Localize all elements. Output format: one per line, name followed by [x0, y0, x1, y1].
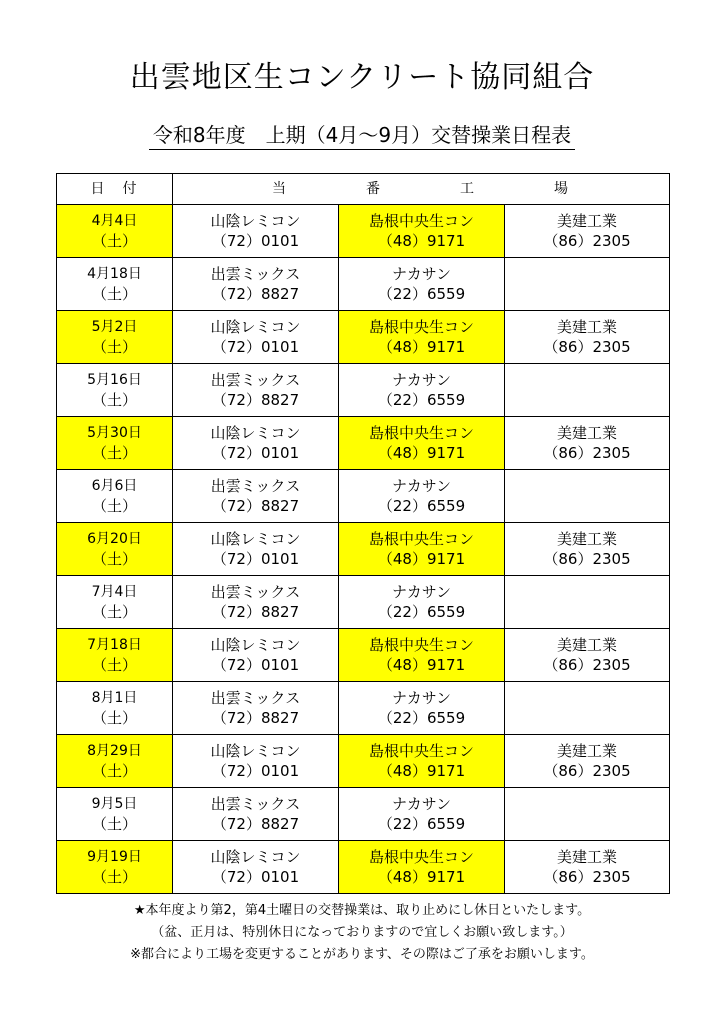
- plant-phone: （72）8827: [211, 391, 300, 409]
- plant-phone: （72）0101: [211, 868, 300, 886]
- header-date: 日 付: [57, 174, 173, 205]
- plant-phone: （86）2305: [543, 338, 631, 356]
- plant-phone: （72）8827: [211, 285, 300, 303]
- weekday-label: （土）: [91, 550, 137, 568]
- plant-cell-2: [339, 258, 505, 311]
- table-row: [57, 364, 670, 417]
- plant-cell-1: [173, 629, 339, 682]
- table-row: [57, 576, 670, 629]
- plant-cell-2: [339, 470, 505, 523]
- plant-cell-2: [339, 788, 505, 841]
- plant-name: ナカサン: [392, 265, 451, 283]
- schedule-body: [57, 174, 670, 894]
- plant-phone: （22）6559: [377, 285, 466, 303]
- plant-name: 山陰レミコン: [210, 318, 301, 336]
- plant-cell-1: [173, 523, 339, 576]
- date-label: 5月2日: [91, 319, 138, 335]
- plant-name: 島根中央生コン: [368, 848, 474, 866]
- document-subtitle: [132, 120, 592, 150]
- plant-name: ナカサン: [392, 371, 451, 389]
- date-cell: [57, 735, 173, 788]
- date-label: 9月19日: [87, 849, 142, 865]
- plant-phone: （72）8827: [211, 709, 300, 727]
- date-cell: [57, 682, 173, 735]
- date-label: 5月30日: [87, 425, 142, 441]
- plant-cell-2: [339, 205, 505, 258]
- plant-phone: （72）0101: [211, 444, 300, 462]
- date-cell: [57, 576, 173, 629]
- plant-cell-2: [339, 364, 505, 417]
- date-label: 7月4日: [91, 584, 138, 600]
- plant-cell-1: [173, 735, 339, 788]
- plant-name: 出雲ミックス: [210, 583, 301, 601]
- plant-phone: （72）0101: [211, 338, 300, 356]
- schedule-table: [56, 173, 670, 894]
- plant-name: 美建工業: [557, 318, 618, 336]
- plant-cell-3: [505, 576, 670, 629]
- plant-phone: （22）6559: [377, 497, 466, 515]
- date-label: 4月18日: [87, 266, 142, 282]
- plant-phone: （72）8827: [211, 603, 300, 621]
- plant-cell-3: [505, 205, 670, 258]
- date-cell: [57, 788, 173, 841]
- plant-name: 出雲ミックス: [210, 689, 301, 707]
- plant-cell-3: [505, 788, 670, 841]
- plant-cell-2: [339, 576, 505, 629]
- plant-phone: （86）2305: [543, 232, 631, 250]
- table-row: [57, 682, 670, 735]
- date-label: 6月20日: [87, 531, 142, 547]
- plant-name: 美建工業: [557, 848, 618, 866]
- plant-name: 島根中央生コン: [368, 636, 474, 654]
- date-cell: [57, 417, 173, 470]
- plant-name: 出雲ミックス: [210, 795, 301, 813]
- date-cell: [57, 364, 173, 417]
- header-duty-factory: [173, 174, 670, 205]
- table-row: [57, 629, 670, 682]
- plant-name: 山陰レミコン: [210, 848, 301, 866]
- plant-cell-2: [339, 841, 505, 894]
- plant-cell-3: [505, 364, 670, 417]
- plant-phone: （72）0101: [211, 762, 300, 780]
- weekday-label: （土）: [91, 338, 137, 356]
- plant-cell-3: [505, 470, 670, 523]
- plant-cell-1: [173, 258, 339, 311]
- plant-phone: （48）9171: [377, 232, 466, 250]
- plant-phone: （72）8827: [211, 815, 300, 833]
- plant-phone: （72）0101: [211, 656, 300, 674]
- plant-phone: （22）6559: [377, 815, 466, 833]
- plant-name: ナカサン: [392, 689, 451, 707]
- plant-phone: （48）9171: [377, 338, 466, 356]
- weekday-label: （土）: [91, 391, 137, 409]
- date-label: 6月6日: [91, 478, 138, 494]
- date-label: 7月18日: [87, 637, 142, 653]
- plant-phone: （22）6559: [377, 391, 466, 409]
- plant-phone: （86）2305: [543, 868, 631, 886]
- table-row: [57, 735, 670, 788]
- plant-phone: （86）2305: [543, 656, 631, 674]
- document-title: 出雲地区生コンクリート協同組合: [129, 60, 595, 95]
- plant-phone: （48）9171: [377, 550, 466, 568]
- date-cell: [57, 629, 173, 682]
- plant-cell-3: [505, 258, 670, 311]
- plant-phone: （22）6559: [377, 709, 466, 727]
- weekday-label: （土）: [91, 762, 137, 780]
- table-row: [57, 311, 670, 364]
- plant-cell-3: [505, 841, 670, 894]
- date-label: 8月29日: [87, 743, 142, 759]
- plant-cell-3: [505, 311, 670, 364]
- table-row: [57, 417, 670, 470]
- plant-name: 山陰レミコン: [210, 742, 301, 760]
- note-line: ※都合により工場を変更することがあります、その際はご了承をお願いします。: [130, 947, 594, 962]
- weekday-label: （土）: [91, 868, 137, 886]
- date-label: 5月16日: [87, 372, 142, 388]
- plant-name: 美建工業: [557, 742, 618, 760]
- table-row: [57, 841, 670, 894]
- header-duty-char: 当: [272, 181, 288, 197]
- plant-name: ナカサン: [392, 583, 451, 601]
- date-label: 9月5日: [91, 796, 138, 812]
- plant-name: 出雲ミックス: [210, 477, 301, 495]
- plant-name: 出雲ミックス: [210, 371, 301, 389]
- date-cell: [57, 311, 173, 364]
- weekday-label: （土）: [91, 815, 137, 833]
- plant-name: ナカサン: [392, 795, 451, 813]
- weekday-label: （土）: [91, 285, 137, 303]
- plant-cell-3: [505, 523, 670, 576]
- plant-cell-3: [505, 682, 670, 735]
- plant-cell-3: [505, 735, 670, 788]
- plant-cell-2: [339, 682, 505, 735]
- date-label: 8月1日: [91, 690, 138, 706]
- table-row: [57, 205, 670, 258]
- table-row: [57, 788, 670, 841]
- plant-cell-3: [505, 629, 670, 682]
- date-cell: [57, 205, 173, 258]
- weekday-label: （土）: [91, 497, 137, 515]
- plant-name: 島根中央生コン: [368, 742, 474, 760]
- plant-cell-1: [173, 682, 339, 735]
- plant-name: 島根中央生コン: [368, 318, 474, 336]
- plant-phone: （48）9171: [377, 444, 466, 462]
- plant-phone: （48）9171: [377, 656, 466, 674]
- plant-cell-1: [173, 841, 339, 894]
- plant-cell-1: [173, 417, 339, 470]
- plant-name: 美建工業: [557, 530, 618, 548]
- note-line: ★本年度より第2，第4土曜日の交替操業は、取り止めにし休日といたします。: [133, 903, 591, 918]
- date-cell: [57, 470, 173, 523]
- plant-name: 島根中央生コン: [368, 530, 474, 548]
- plant-cell-2: [339, 629, 505, 682]
- plant-cell-1: [173, 576, 339, 629]
- weekday-label: （土）: [91, 444, 137, 462]
- header-duty-char: 工: [460, 181, 476, 197]
- plant-phone: （86）2305: [543, 762, 631, 780]
- table-row: [57, 523, 670, 576]
- plant-cell-2: [339, 311, 505, 364]
- plant-phone: （86）2305: [543, 550, 631, 568]
- plant-cell-1: [173, 205, 339, 258]
- plant-cell-1: [173, 470, 339, 523]
- date-label: 4月4日: [91, 213, 138, 229]
- plant-cell-1: [173, 311, 339, 364]
- plant-name: 出雲ミックス: [210, 265, 301, 283]
- plant-name: 美建工業: [557, 212, 618, 230]
- weekday-label: （土）: [91, 709, 137, 727]
- subtitle-text: 令和8年度 上期（4月～9月）交替操業日程表: [149, 123, 575, 150]
- plant-cell-1: [173, 364, 339, 417]
- plant-cell-3: [505, 417, 670, 470]
- plant-name: 山陰レミコン: [210, 424, 301, 442]
- plant-phone: （48）9171: [377, 762, 466, 780]
- plant-phone: （72）0101: [211, 550, 300, 568]
- notes: [0, 900, 724, 966]
- note-line: （盆、正月は、特別休日になっておりますので宜しくお願い致します。）: [151, 925, 573, 940]
- header-duty-char: 場: [554, 181, 570, 197]
- plant-phone: （72）8827: [211, 497, 300, 515]
- plant-name: 美建工業: [557, 424, 618, 442]
- date-cell: [57, 523, 173, 576]
- weekday-label: （土）: [91, 232, 137, 250]
- weekday-label: （土）: [91, 656, 137, 674]
- plant-name: 美建工業: [557, 636, 618, 654]
- plant-phone: （22）6559: [377, 603, 466, 621]
- plant-name: ナカサン: [392, 477, 451, 495]
- plant-name: 山陰レミコン: [210, 212, 301, 230]
- plant-cell-2: [339, 735, 505, 788]
- table-header-row: [57, 174, 670, 205]
- date-cell: [57, 258, 173, 311]
- plant-name: 島根中央生コン: [368, 424, 474, 442]
- plant-cell-2: [339, 417, 505, 470]
- plant-phone: （72）0101: [211, 232, 300, 250]
- plant-name: 島根中央生コン: [368, 212, 474, 230]
- table-row: [57, 470, 670, 523]
- plant-cell-1: [173, 788, 339, 841]
- plant-name: 山陰レミコン: [210, 636, 301, 654]
- date-cell: [57, 841, 173, 894]
- header-duty-char: 番: [366, 181, 382, 197]
- plant-phone: （86）2305: [543, 444, 631, 462]
- plant-phone: （48）9171: [377, 868, 466, 886]
- weekday-label: （土）: [91, 603, 137, 621]
- plant-name: 山陰レミコン: [210, 530, 301, 548]
- table-row: [57, 258, 670, 311]
- plant-cell-2: [339, 523, 505, 576]
